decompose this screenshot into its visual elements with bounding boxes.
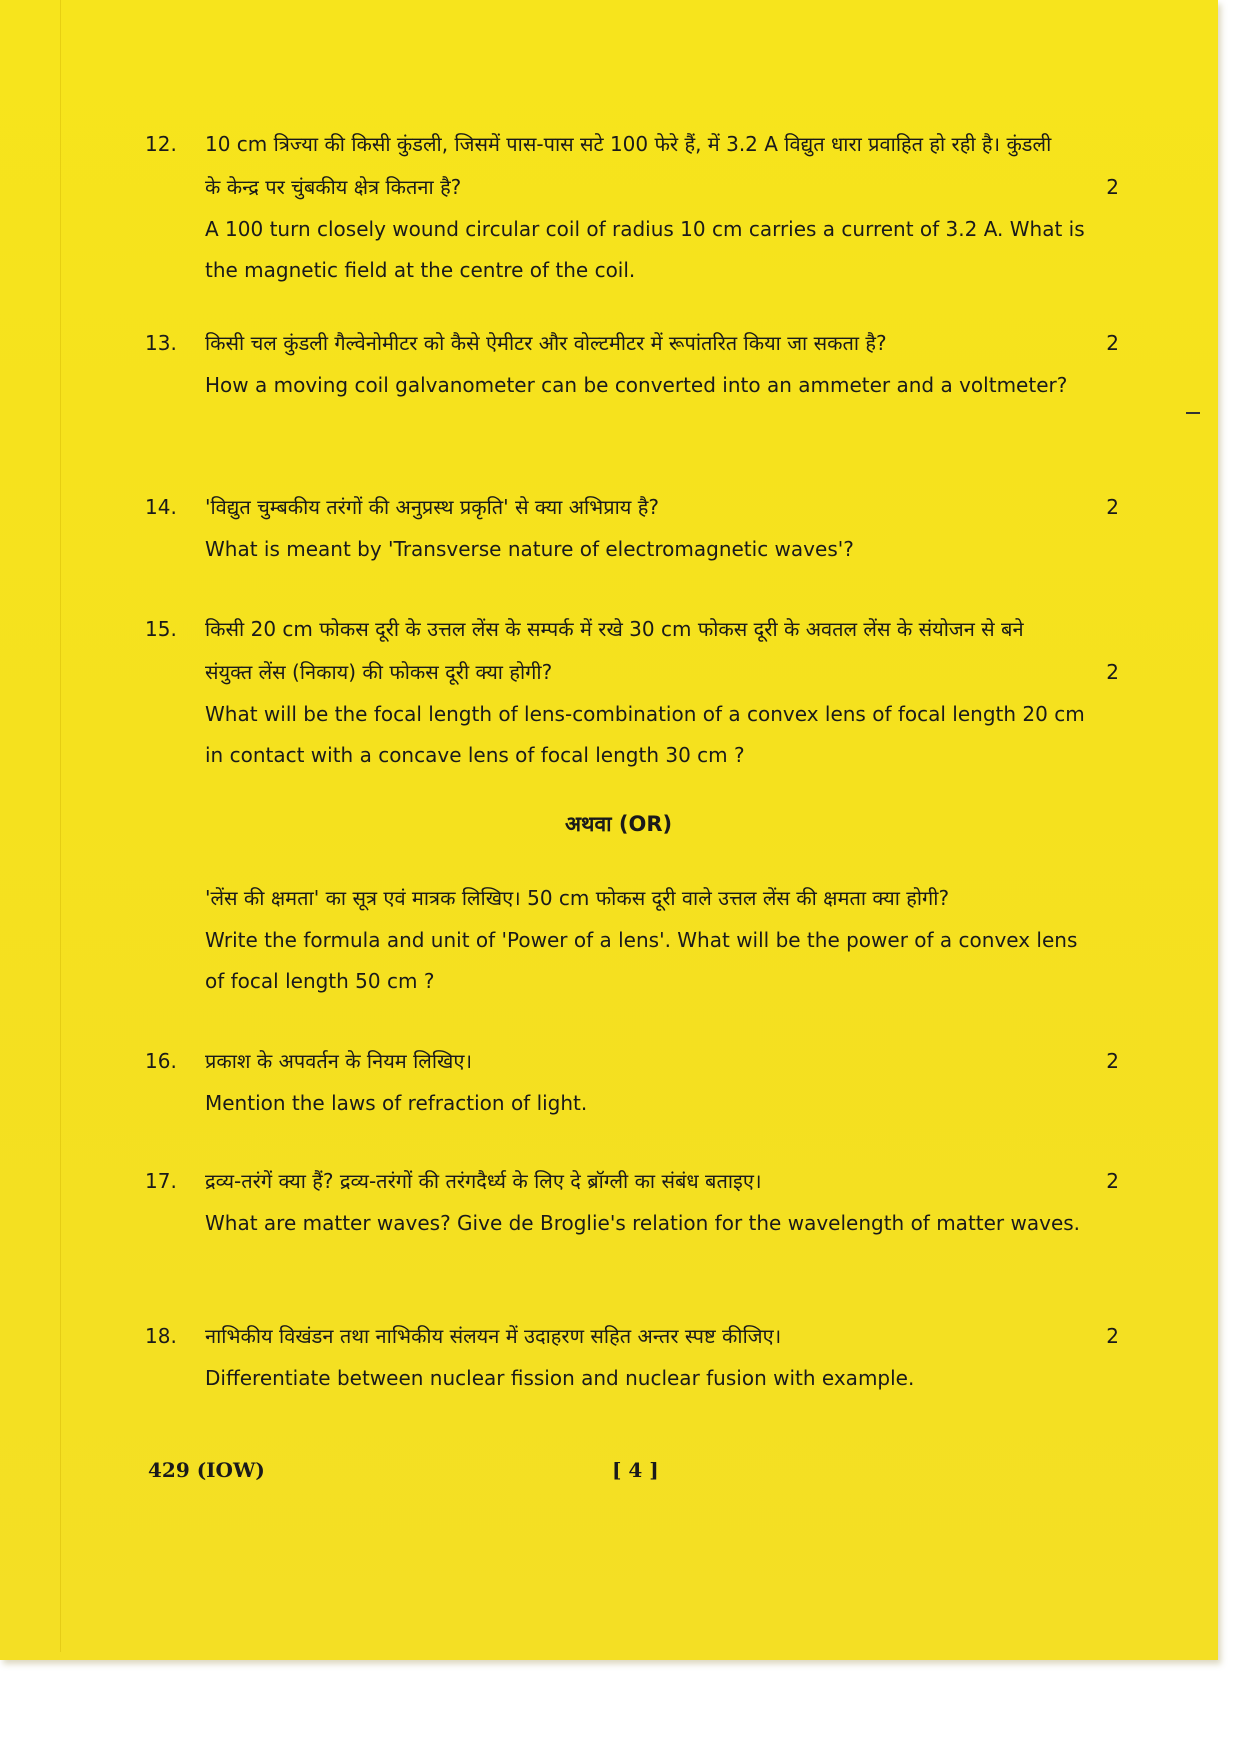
question-number: 12.: [145, 132, 177, 156]
paper-code: 429 (IOW): [148, 1458, 265, 1482]
question-number: 18.: [145, 1324, 177, 1348]
question-english-text: How a moving coil galvanometer can be converted into an ammeter and a voltmeter?: [205, 373, 1068, 397]
question-hindi-text: किसी 20 cm फोकस दूरी के उत्तल लेंस के सम्पर्क में रखे 30 cm फोकस दूरी के अवतल लेंस के संयोजन से बने संयुक्त लेंस (निकाय) की फोकस दूरी क्या होगी?: [205, 617, 1024, 684]
question-english-text: Mention the laws of refraction of light.: [205, 1091, 588, 1115]
question-14: [145, 486, 1125, 570]
question-15-alternative: [145, 877, 1125, 1002]
question-hindi-text: 'विद्युत चुम्बकीय तरंगों की अनुप्रस्थ प्रकृति' से क्या अभिप्राय है?: [205, 495, 659, 519]
margin-mark: [1186, 412, 1200, 414]
question-english-text: A 100 turn closely wound circular coil of radius 10 cm carries a current of 3.2 A. What is the magnetic field at the centre of the coil.: [205, 217, 1085, 282]
question-hindi-text: नाभिकीय विखंडन तथा नाभिकीय संलयन में उदाहरण सहित अन्तर स्पष्ट कीजिए।: [205, 1324, 782, 1348]
question-marks: 2: [1106, 495, 1119, 519]
question-hindi-text: प्रकाश के अपवर्तन के नियम लिखिए।: [205, 1049, 473, 1073]
question-marks: 2: [1106, 175, 1119, 199]
question-hindi-text: 'लेंस की क्षमता' का सूत्र एवं मात्रक लिखिए। 50 cm फोकस दूरी वाले उत्तल लेंस की क्षमता क्या होगी?: [205, 886, 950, 910]
question-number: 16.: [145, 1049, 177, 1073]
question-english-text: What is meant by 'Transverse nature of electromagnetic waves'?: [205, 537, 854, 561]
question-marks: 2: [1106, 660, 1119, 684]
question-17: [145, 1160, 1125, 1244]
question-english-text: Write the formula and unit of 'Power of a lens'. What will be the power of a convex lens of focal length 50 cm ?: [205, 928, 1078, 993]
question-number: 17.: [145, 1169, 177, 1193]
question-hindi-text: किसी चल कुंडली गैल्वेनोमीटर को कैसे ऐमीटर और वोल्टमीटर में रूपांतरित किया जा सकता है?: [205, 331, 887, 355]
question-hindi-text: द्रव्य-तरंगें क्या हैं? द्रव्य-तरंगों की तरंगदैर्ध्य के लिए दे ब्रॉग्ली का संबंध बताइए।: [205, 1169, 762, 1193]
or-heading: अथवा (OR): [565, 812, 673, 836]
question-english-text: What are matter waves? Give de Broglie's relation for the wavelength of matter waves.: [205, 1211, 1081, 1235]
question-18: [145, 1315, 1125, 1399]
question-15: [145, 608, 1125, 776]
question-marks: 2: [1106, 1049, 1119, 1073]
question-number: 14.: [145, 495, 177, 519]
question-number: 15.: [145, 617, 177, 641]
question-marks: 2: [1106, 1169, 1119, 1193]
question-12: [145, 123, 1125, 291]
question-number: 13.: [145, 331, 177, 355]
question-13: [145, 322, 1125, 406]
question-marks: 2: [1106, 1324, 1119, 1348]
page-number: [ 4 ]: [612, 1458, 659, 1482]
question-english-text: Differentiate between nuclear fission and nuclear fusion with example.: [205, 1366, 915, 1390]
question-16: [145, 1040, 1125, 1124]
question-hindi-text: 10 cm त्रिज्या की किसी कुंडली, जिसमें पास-पास सटे 100 फेरे हैं, में 3.2 A विद्युत धारा प्रवाहित हो रही है। कुंडली के केन्द्र पर चुंबकीय क्षेत्र कितना है?: [205, 132, 1052, 199]
question-marks: 2: [1106, 331, 1119, 355]
question-english-text: What will be the focal length of lens-combination of a convex lens of focal length 20 cm in contact with a concave lens of focal length 30 cm ?: [205, 702, 1085, 767]
